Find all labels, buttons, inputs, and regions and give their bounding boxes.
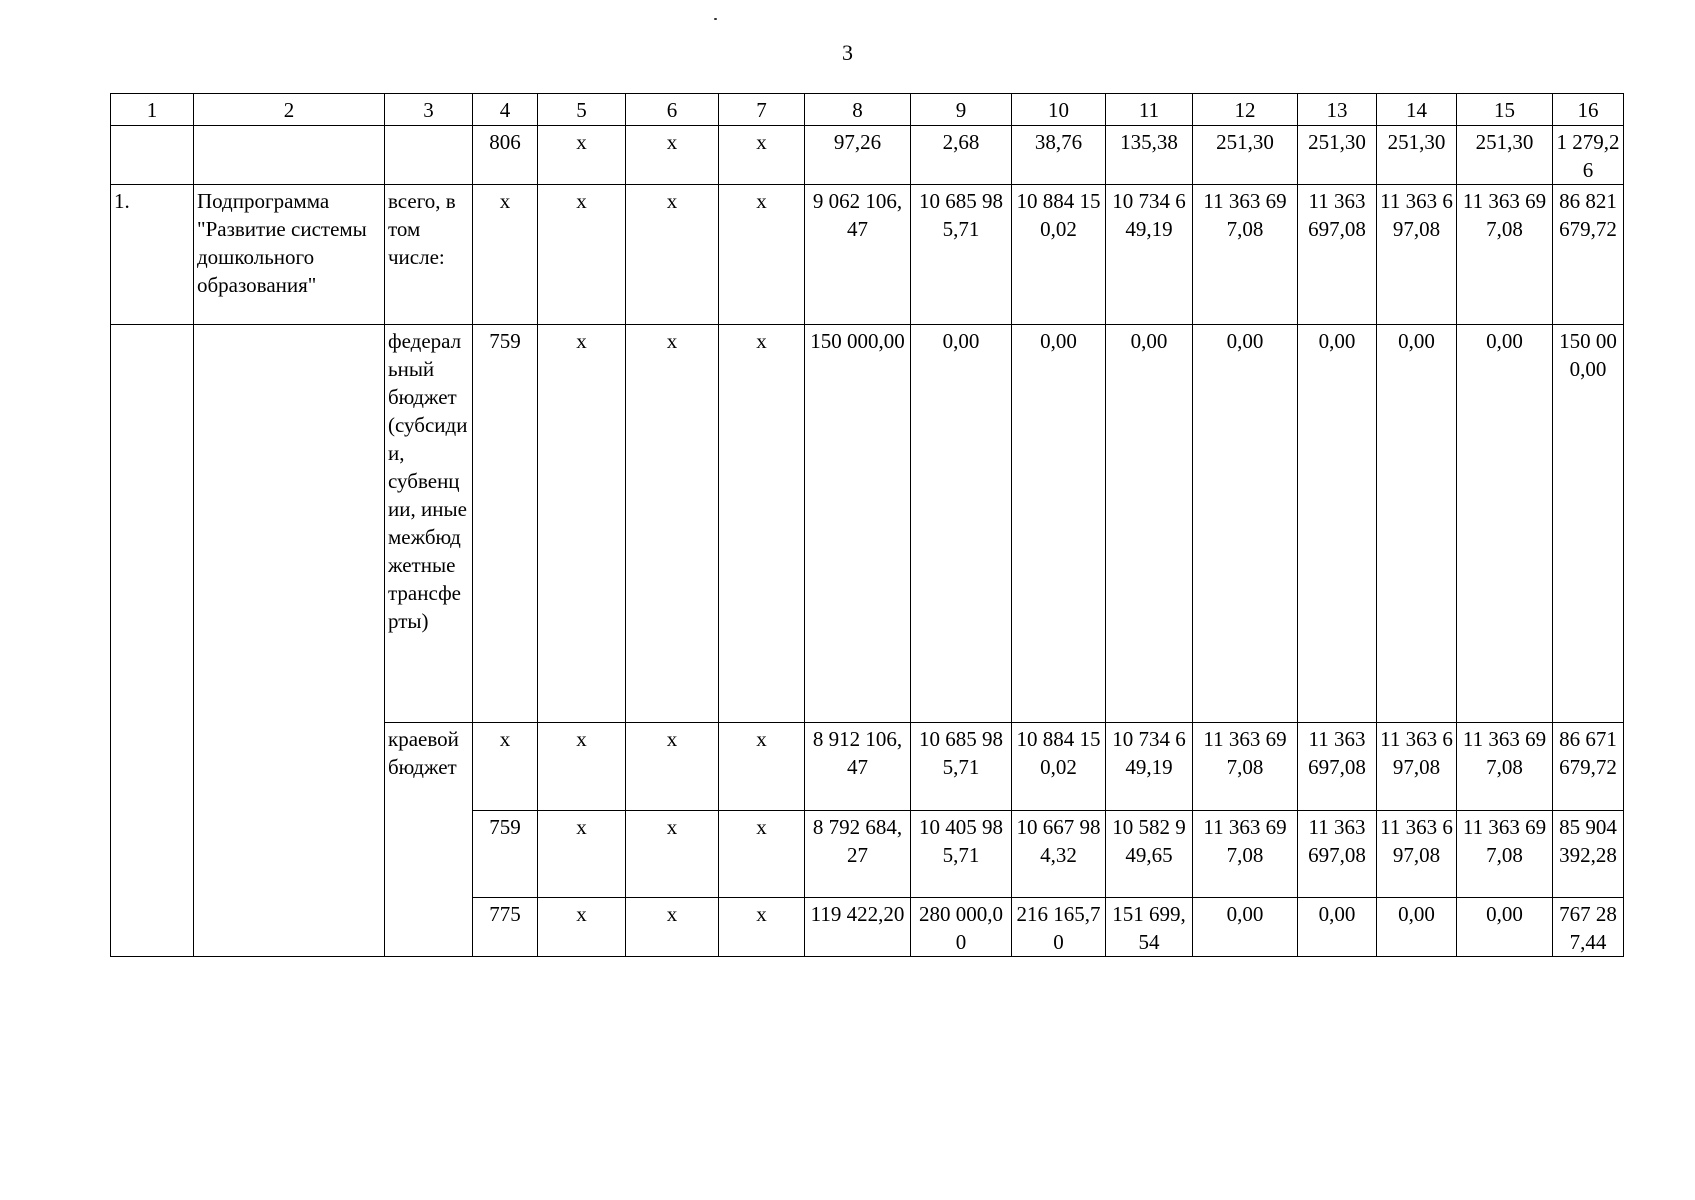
x-cell: x: [719, 126, 805, 185]
value-cell: 10 884 150,02: [1012, 723, 1106, 811]
value-cell: 10 667 984,32: [1012, 811, 1106, 898]
x-cell: x: [626, 185, 719, 325]
header-cell: 6: [626, 94, 719, 126]
value-cell: 0,00: [1298, 325, 1377, 723]
column-number-row: [111, 94, 1624, 126]
value-cell: 280 000,00: [911, 898, 1012, 957]
x-cell: x: [719, 723, 805, 811]
value-cell: 216 165,70: [1012, 898, 1106, 957]
header-cell: 13: [1298, 94, 1377, 126]
subprogram-name-cell: Подпрограмма "Развитие системы дошкольного образования": [194, 185, 385, 325]
value-cell: 8 912 106,47: [805, 723, 911, 811]
source-cell: всего, в том числе:: [385, 185, 473, 325]
value-cell: 119 422,20: [805, 898, 911, 957]
code-cell: x: [473, 185, 538, 325]
value-cell: 11 363 697,08: [1377, 811, 1457, 898]
source-cell: [385, 126, 473, 185]
name-cell: [194, 126, 385, 185]
x-cell: x: [626, 126, 719, 185]
header-cell: 5: [538, 94, 626, 126]
header-cell: 14: [1377, 94, 1457, 126]
x-cell: x: [538, 185, 626, 325]
x-cell: x: [719, 898, 805, 957]
code-cell: 806: [473, 126, 538, 185]
x-cell: x: [538, 723, 626, 811]
total-cell: 86 821 679,72: [1553, 185, 1624, 325]
code-cell: x: [473, 723, 538, 811]
value-cell: 2,68: [911, 126, 1012, 185]
x-cell: x: [719, 185, 805, 325]
value-cell: 10 734 649,19: [1106, 723, 1193, 811]
total-cell: 150 000,00: [1553, 325, 1624, 723]
value-cell: 11 363 697,08: [1193, 723, 1298, 811]
value-cell: 0,00: [1457, 898, 1553, 957]
row-number-cell: [111, 325, 194, 957]
value-cell: 0,00: [1377, 898, 1457, 957]
header-cell: 3: [385, 94, 473, 126]
value-cell: 135,38: [1106, 126, 1193, 185]
header-cell: 4: [473, 94, 538, 126]
header-cell: 12: [1193, 94, 1298, 126]
value-cell: 11 363 697,08: [1298, 723, 1377, 811]
value-cell: 251,30: [1457, 126, 1553, 185]
header-cell: 16: [1553, 94, 1624, 126]
value-cell: 150 000,00: [805, 325, 911, 723]
header-cell: 9: [911, 94, 1012, 126]
x-cell: x: [626, 325, 719, 723]
x-cell: x: [719, 811, 805, 898]
header-cell: 7: [719, 94, 805, 126]
value-cell: 97,26: [805, 126, 911, 185]
value-cell: 8 792 684,27: [805, 811, 911, 898]
budget-table: [110, 93, 1624, 957]
value-cell: 251,30: [1377, 126, 1457, 185]
value-cell: 10 685 985,71: [911, 185, 1012, 325]
value-cell: 0,00: [1457, 325, 1553, 723]
code-cell: 759: [473, 325, 538, 723]
value-cell: 10 685 985,71: [911, 723, 1012, 811]
value-cell: 0,00: [1377, 325, 1457, 723]
value-cell: 0,00: [1193, 325, 1298, 723]
table-row: [111, 185, 1624, 325]
header-cell: 1: [111, 94, 194, 126]
x-cell: x: [626, 898, 719, 957]
x-cell: x: [538, 898, 626, 957]
value-cell: 0,00: [1298, 898, 1377, 957]
x-cell: x: [626, 723, 719, 811]
value-cell: 9 062 106,47: [805, 185, 911, 325]
x-cell: x: [538, 811, 626, 898]
header-cell: 2: [194, 94, 385, 126]
value-cell: 11 363 697,08: [1457, 811, 1553, 898]
source-cell: краевой бюджет: [385, 723, 473, 957]
header-cell: 11: [1106, 94, 1193, 126]
total-cell: 767 287,44: [1553, 898, 1624, 957]
value-cell: 11 363 697,08: [1193, 185, 1298, 325]
value-cell: 11 363 697,08: [1377, 723, 1457, 811]
value-cell: 251,30: [1193, 126, 1298, 185]
value-cell: 11 363 697,08: [1298, 185, 1377, 325]
value-cell: 11 363 697,08: [1457, 185, 1553, 325]
value-cell: 0,00: [1012, 325, 1106, 723]
x-cell: x: [719, 325, 805, 723]
page-number: 3: [842, 40, 853, 65]
total-cell: 86 671 679,72: [1553, 723, 1624, 811]
value-cell: 151 699,54: [1106, 898, 1193, 957]
value-cell: 0,00: [1106, 325, 1193, 723]
x-cell: x: [538, 325, 626, 723]
total-cell: 1 279,26: [1553, 126, 1624, 185]
value-cell: 251,30: [1298, 126, 1377, 185]
value-cell: 11 363 697,08: [1377, 185, 1457, 325]
value-cell: 0,00: [1193, 898, 1298, 957]
value-cell: 10 884 150,02: [1012, 185, 1106, 325]
header-cell: 15: [1457, 94, 1553, 126]
code-cell: 775: [473, 898, 538, 957]
value-cell: 38,76: [1012, 126, 1106, 185]
header-cell: 8: [805, 94, 911, 126]
table-row: [111, 325, 1624, 723]
x-cell: x: [626, 811, 719, 898]
value-cell: 10 405 985,71: [911, 811, 1012, 898]
name-cell: [194, 325, 385, 957]
table-row: [111, 126, 1624, 185]
value-cell: 10 734 649,19: [1106, 185, 1193, 325]
row-number-cell: 1.: [111, 185, 194, 325]
value-cell: 11 363 697,08: [1298, 811, 1377, 898]
total-cell: 85 904 392,28: [1553, 811, 1624, 898]
value-cell: 0,00: [911, 325, 1012, 723]
source-cell: федеральный бюджет (субсидии, субвенции, иные межбюджетные трансферты): [385, 325, 473, 723]
value-cell: 11 363 697,08: [1457, 723, 1553, 811]
row-number-cell: [111, 126, 194, 185]
x-cell: x: [538, 126, 626, 185]
scan-speck: [714, 18, 717, 20]
code-cell: 759: [473, 811, 538, 898]
header-cell: 10: [1012, 94, 1106, 126]
value-cell: 11 363 697,08: [1193, 811, 1298, 898]
value-cell: 10 582 949,65: [1106, 811, 1193, 898]
